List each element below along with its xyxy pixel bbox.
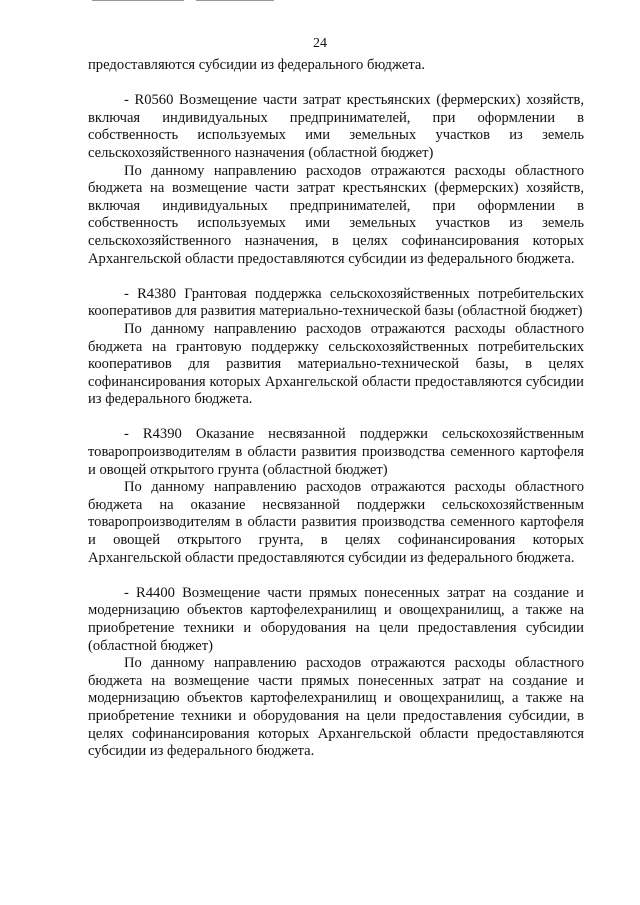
document-body [88, 57, 584, 761]
top-scan-line-left [92, 0, 184, 1]
page-number: 24 [313, 36, 327, 51]
section-heading-r4380: - R4380 Грантовая поддержка сельскохозяйственных потребительских кооперативов для развития материально-технической базы (областной бюджет) [88, 285, 584, 320]
section-body-r0560: По данному направлению расходов отражаются расходы областного бюджета на возмещение части затрат крестьянских (фермерских) хозяйств, включая индивидуальных предпринимателей, при оформлении в собственность используемых ими земельных участков из земель сельскохозяйственного назначения, в целях софинансирования которых Архангельской области предоставляются субсидии из федерального бюджета. [88, 162, 584, 267]
section-body-r4390: По данному направлению расходов отражаются расходы областного бюджета на оказание несвязанной поддержки сельскохозяйственным товаропроизводителям в области развития производства семенного картофеля и овощей открытого грунта, в целях софинансирования которых Архангельской области предоставляются субсидии из федерального бюджета. [88, 479, 584, 566]
paragraph-gap [88, 409, 584, 427]
top-scan-line-right [196, 0, 274, 1]
paragraph-gap [88, 567, 584, 585]
section-heading-r0560: - R0560 Возмещение части затрат крестьянских (фермерских) хозяйств, включая индивидуальных предпринимателей, при оформлении в собственность используемых ими земельных участков из земель сельскохозяйственного назначения (областной бюджет) [88, 92, 584, 161]
section-heading-r4400: - R4400 Возмещение части прямых понесенных затрат на создание и модернизацию объектов картофелехранилищ и овощехранилищ, а также на приобретение техники и оборудования на цели предоставления субсидии (областной бюджет) [88, 584, 584, 654]
section-body-r4400: По данному направлению расходов отражаются расходы областного бюджета на возмещение части прямых понесенных затрат на создание и модернизацию объектов картофелехранилищ и овощехранилищ, а также на приобретение техники и оборудования на цели предоставления субсидии, в целях софинансирования которых Архангельской области предоставляются субсидии из федерального бюджета. [88, 655, 584, 760]
paragraph-gap [88, 75, 584, 93]
section-heading-r4390: - R4390 Оказание несвязанной поддержки сельскохозяйственным товаропроизводителям в области развития производства семенного картофеля и овощей открытого грунта (областной бюджет) [88, 426, 584, 478]
paragraph-gap [88, 268, 584, 286]
section-body-r4380: По данному направлению расходов отражаются расходы областного бюджета на грантовую поддержку сельскохозяйственных потребительских кооперативов для развития материально-технической базы, в целях софинансирования которых Архангельской области предоставляются субсидии из федерального бюджета. [88, 320, 584, 408]
paragraph-continuation: предоставляются субсидии из федерального бюджета. [88, 57, 426, 73]
